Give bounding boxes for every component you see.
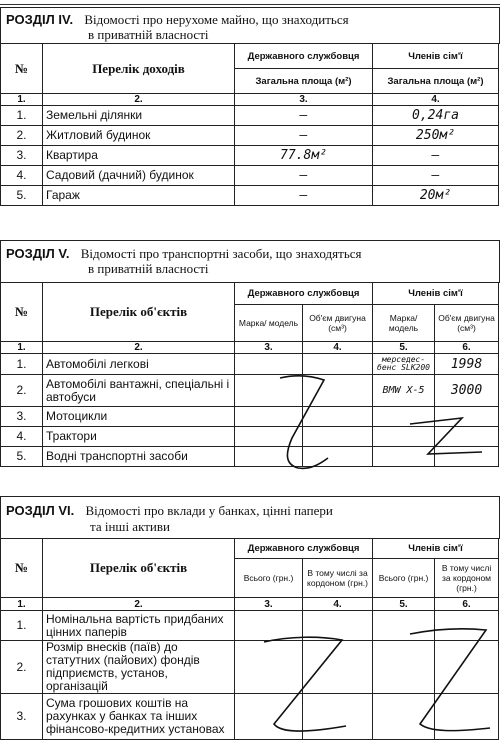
row-number: 5.: [1, 186, 43, 206]
employee-abroad-cell: [303, 694, 373, 740]
section-4-title-line2: в приватній власності: [88, 27, 209, 42]
row-label: Квартира: [43, 146, 235, 166]
employee-volume-cell: [303, 407, 373, 427]
s5-colnum-6: 6.: [435, 342, 499, 354]
s6-colnum-4: 4.: [303, 598, 373, 611]
employee-total-cell: [235, 611, 303, 641]
family-area-value: —: [373, 146, 499, 166]
table-row: [1, 447, 499, 467]
s4-header-employee: Державного службовця: [235, 44, 373, 69]
section-4-title: [6, 12, 496, 27]
section-5-label: РОЗДІЛ V.: [6, 246, 70, 261]
employee-brand-cell: [235, 407, 303, 427]
s4-colnum-4: 4.: [373, 94, 499, 106]
employee-area-value: 77.8м²: [235, 146, 373, 166]
row-number: 4.: [1, 427, 43, 447]
s5-colnum-5: 5.: [373, 342, 435, 354]
family-abroad-cell: [435, 694, 499, 740]
section-6-title-line2: та інші активи: [90, 519, 170, 534]
s5-colnum-3: 3.: [235, 342, 303, 354]
employee-area-value: —: [235, 186, 373, 206]
table-row: [1, 126, 499, 146]
s4-header-number: №: [1, 44, 43, 94]
s6-colnum-3: 3.: [235, 598, 303, 611]
family-brand-value: BMW X-5: [373, 375, 435, 407]
employee-volume-cell: [303, 354, 373, 375]
employee-volume-cell: [303, 375, 373, 407]
row-label: Водні транспортні засоби: [43, 447, 235, 467]
s6-header-number: №: [1, 539, 43, 598]
s5-header-volume-employee: Об'єм двигуна (см³): [303, 305, 373, 342]
table-row: [1, 611, 499, 641]
family-volume-value: 1998: [435, 354, 499, 375]
s4-colnum-3: 3.: [235, 94, 373, 106]
employee-brand-cell: [235, 427, 303, 447]
s5-header-number: №: [1, 283, 43, 342]
family-volume-value: 3000: [435, 375, 499, 407]
section-6-table: [0, 538, 499, 740]
employee-volume-cell: [303, 427, 373, 447]
s6-header-employee: Державного службовця: [235, 539, 373, 559]
row-label: Садовий (дачний) будинок: [43, 166, 235, 186]
family-brand-value: мерседес-бенс SLK200: [373, 354, 435, 375]
s4-header-area-employee: Загальна площа (м²): [235, 69, 373, 94]
s5-header-list: Перелік об'єктів: [43, 283, 235, 342]
employee-abroad-cell: [303, 611, 373, 641]
family-abroad-cell: [435, 641, 499, 694]
table-row: [1, 641, 499, 694]
table-row: [1, 375, 499, 407]
section-6-title-line1: Відомості про вклади у банках, цінні папери: [85, 503, 333, 518]
top-edge-line: [0, 0, 500, 5]
family-brand-cell: [373, 407, 435, 427]
table-row: [1, 106, 499, 126]
table-row: [1, 186, 499, 206]
family-area-value: 0,24га: [373, 106, 499, 126]
row-number: 3.: [1, 407, 43, 427]
table-row: [1, 427, 499, 447]
employee-abroad-cell: [303, 641, 373, 694]
row-number: 1.: [1, 611, 43, 641]
family-volume-cell: [435, 427, 499, 447]
row-number: 3.: [1, 146, 43, 166]
s6-header-abroad-family: В тому числі за кордоном (грн.): [435, 559, 499, 598]
row-label: Номінальна вартість придбаних цінних паперів: [43, 611, 235, 641]
employee-brand-cell: [235, 375, 303, 407]
row-label: Гараж: [43, 186, 235, 206]
row-number: 2.: [1, 375, 43, 407]
employee-volume-cell: [303, 447, 373, 467]
s6-header-abroad-employee: В тому числі за кордоном (грн.): [303, 559, 373, 598]
row-number: 2.: [1, 126, 43, 146]
row-number: 1.: [1, 106, 43, 126]
employee-total-cell: [235, 641, 303, 694]
employee-brand-cell: [235, 354, 303, 375]
row-number: 4.: [1, 166, 43, 186]
section-5-title: [6, 246, 496, 261]
s6-header-list: Перелік об'єктів: [43, 539, 235, 598]
row-label: Земельні ділянки: [43, 106, 235, 126]
s6-header-total-employee: Всього (грн.): [235, 559, 303, 598]
section-6-title: [6, 503, 496, 518]
section-5-title-line2: в приватній власності: [88, 261, 209, 276]
table-row: [1, 146, 499, 166]
row-number: 2.: [1, 641, 43, 694]
s6-colnum-2: 2.: [43, 598, 235, 611]
section-5-table: [0, 282, 499, 467]
s5-colnum-4: 4.: [303, 342, 373, 354]
row-number: 3.: [1, 694, 43, 740]
family-area-value: 250м²: [373, 126, 499, 146]
row-label: Мотоцикли: [43, 407, 235, 427]
s5-header-brand-family: Марка/ модель: [373, 305, 435, 342]
s6-colnum-6: 6.: [435, 598, 499, 611]
family-area-value: —: [373, 166, 499, 186]
s5-colnum-2: 2.: [43, 342, 235, 354]
employee-brand-cell: [235, 447, 303, 467]
family-total-cell: [373, 611, 435, 641]
employee-area-value: —: [235, 106, 373, 126]
section-6-label: РОЗДІЛ VI.: [6, 503, 75, 518]
s4-header-area-family: Загальна площа (м²): [373, 69, 499, 94]
section-4-label: РОЗДІЛ IV.: [6, 12, 74, 27]
row-label: Житловий будинок: [43, 126, 235, 146]
s4-header-list: Перелік доходів: [43, 44, 235, 94]
table-row: [1, 166, 499, 186]
s5-header-brand-employee: Марка/ модель: [235, 305, 303, 342]
s4-colnum-1: 1.: [1, 94, 43, 106]
employee-area-value: —: [235, 166, 373, 186]
table-row: [1, 694, 499, 740]
s4-colnum-2: 2.: [43, 94, 235, 106]
s4-header-family: Членів сім'ї: [373, 44, 499, 69]
s5-header-family: Членів сім'ї: [373, 283, 499, 305]
section-4-table: [0, 43, 499, 206]
family-area-value: 20м²: [373, 186, 499, 206]
section-4-title-line1: Відомості про нерухоме майно, що знаходиться: [84, 12, 349, 27]
row-label: Автомобілі легкові: [43, 354, 235, 375]
employee-area-value: —: [235, 126, 373, 146]
family-brand-cell: [373, 427, 435, 447]
section-5-title-line1: Відомості про транспортні засоби, що знаходяться: [80, 246, 362, 261]
s5-header-volume-family: Об'єм двигуна (см³): [435, 305, 499, 342]
row-number: 1.: [1, 354, 43, 375]
employee-total-cell: [235, 694, 303, 740]
s6-colnum-5: 5.: [373, 598, 435, 611]
row-label: Трактори: [43, 427, 235, 447]
family-volume-cell: [435, 407, 499, 427]
family-abroad-cell: [435, 611, 499, 641]
s6-colnum-1: 1.: [1, 598, 43, 611]
s6-header-total-family: Всього (грн.): [373, 559, 435, 598]
row-label: Сума грошових коштів на рахунках у банках та інших фінансово-кредитних установах: [43, 694, 235, 740]
s6-header-family: Членів сім'ї: [373, 539, 499, 559]
table-row: [1, 407, 499, 427]
row-label: Автомобілі вантажні, спеціальні і автобуси: [43, 375, 235, 407]
family-brand-cell: [373, 447, 435, 467]
family-total-cell: [373, 694, 435, 740]
table-row: [1, 354, 499, 375]
family-total-cell: [373, 641, 435, 694]
family-volume-cell: [435, 447, 499, 467]
s5-header-employee: Державного службовця: [235, 283, 373, 305]
row-label: Розмір внесків (паїв) до статутних (пайових) фондів підприємств, установ, організацій: [43, 641, 235, 694]
s5-colnum-1: 1.: [1, 342, 43, 354]
row-number: 5.: [1, 447, 43, 467]
